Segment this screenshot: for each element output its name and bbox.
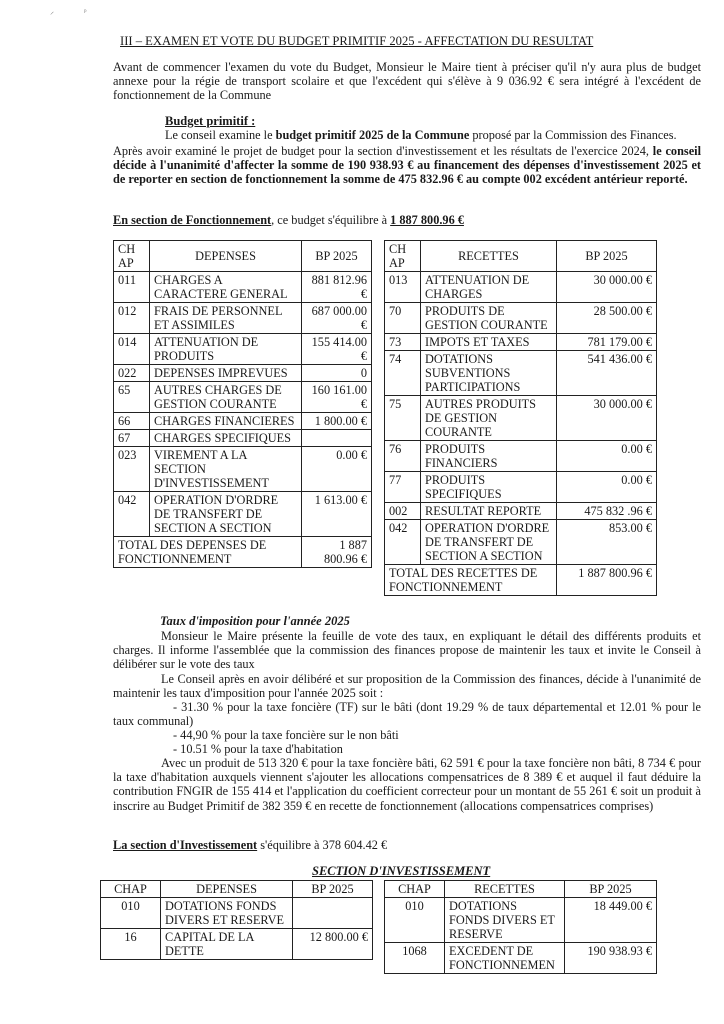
bp-cell: 881 812.96 € (302, 272, 372, 303)
taux-heading: Taux d'imposition pour l'année 2025 (160, 614, 350, 628)
total-row (114, 537, 372, 568)
fonct-line-a: En section de Fonctionnement (113, 213, 272, 227)
label-cell: DEPENSES IMPREVUES (150, 365, 302, 382)
col-header-bp: BP 2025 (293, 881, 373, 898)
fonctionnement-depenses-table (113, 240, 372, 568)
table-row (114, 272, 372, 303)
table-row (385, 272, 657, 303)
table-row (114, 303, 372, 334)
bp-p2-text-a: Après avoir examiné le projet de budget pour la section d'investissement et les résultats de l'exercice 2024, (113, 144, 653, 158)
chap-cell: 77 (385, 472, 421, 503)
table-header-row (101, 881, 373, 898)
bp-cell: 541 436.00 € (557, 351, 657, 396)
bp-cell: 0 (302, 365, 372, 382)
bp-p1-text-a: Le conseil examine le (165, 128, 276, 142)
label-cell: CHARGES SPECIFIQUES (150, 430, 302, 447)
chap-cell: 042 (385, 520, 421, 565)
label-cell: FRAIS DE PERSONNEL ET ASSIMILES (150, 303, 302, 334)
investissement-depenses-table (100, 880, 373, 960)
taux-paragraph-1: Monsieur le Maire présente la feuille de vote des taux, en expliquant le détail des différents produits et charges. Il informe l'assemblée que la commission des finances propose de maintenir les taux et invite le Conseil à délibérer sur le vote des taux (113, 629, 701, 672)
bp-cell: 0.00 € (302, 447, 372, 492)
bp-cell: 687 000.00 € (302, 303, 372, 334)
taux-bullet-2: - 44,90 % pour la taxe foncière sur le non bâti (173, 728, 399, 742)
table-row (114, 382, 372, 413)
col-header-chap: CHAP (385, 881, 445, 898)
table-row (114, 334, 372, 365)
table-row (385, 441, 657, 472)
table-header-row (385, 241, 657, 272)
chap-cell: 67 (114, 430, 150, 447)
label-cell: AUTRES PRODUITS DE GESTION COURANTE (421, 396, 557, 441)
label-cell: DOTATIONS FONDS DIVERS ET RESERVE (161, 898, 293, 929)
col-header-bp: BP 2025 (565, 881, 657, 898)
table-row (114, 447, 372, 492)
label-cell: OPERATION D'ORDRE DE TRANSFERT DE SECTION A SECTION (421, 520, 557, 565)
total-value: 1 887 800.96 € (302, 537, 372, 568)
investissement-recettes-table (384, 880, 657, 974)
taux-bullet-3: - 10.51 % pour la taxe d'habitation (173, 742, 343, 756)
fonct-line-c: 1 887 800.96 € (390, 213, 464, 227)
label-cell: DOTATIONS SUBVENTIONS PARTICIPATIONS (421, 351, 557, 396)
table-row (385, 396, 657, 441)
chap-cell: 010 (101, 898, 161, 929)
bp-cell (302, 430, 372, 447)
label-cell: ATTENUATION DE PRODUITS (150, 334, 302, 365)
bp-cell: 853.00 € (557, 520, 657, 565)
total-label: TOTAL DES RECETTES DE FONCTIONNEMENT (385, 565, 557, 596)
chap-cell: 002 (385, 503, 421, 520)
chap-cell: 012 (114, 303, 150, 334)
bp-cell: 0.00 € (557, 472, 657, 503)
chap-cell: 16 (101, 929, 161, 960)
budget-primitif-paragraph-2 (113, 144, 701, 187)
chap-cell: 010 (385, 898, 445, 943)
chap-cell: 014 (114, 334, 150, 365)
table-row (385, 303, 657, 334)
label-cell: ATTENUATION DE CHARGES (421, 272, 557, 303)
taux-paragraph-3: Avec un produit de 513 320 € pour la taxe foncière bâti, 62 591 € pour la taxe foncière non bâti, 8 734 € pour la taxe d'habitation auxquels viennent s'ajouter les allocations compensatrices de 8 389 € et auquel il faut déduire la contribution FNGIR de 155 414 et l'application du coefficient correcteur pour un montant de 55 261 € soit un produit à inscrire au Budget Primitif de 382 359 € en recette de fonctionnement (allocations compensatrices comprises) (113, 756, 701, 813)
bp-cell: 30 000.00 € (557, 396, 657, 441)
chap-cell: 73 (385, 334, 421, 351)
chap-cell: 65 (114, 382, 150, 413)
bp-p1-text-c: proposé par la Commission des Finances. (469, 128, 677, 142)
invest-line-b: s'équilibre à 378 604.42 € (257, 838, 388, 852)
chap-cell: 1068 (385, 943, 445, 974)
col-header-chap: CH AP (114, 241, 150, 272)
invest-line-a: La section d'Investissement (113, 838, 258, 852)
bp-cell: 781 179.00 € (557, 334, 657, 351)
bp-cell: 155 414.00 € (302, 334, 372, 365)
label-cell: IMPOTS ET TAXES (421, 334, 557, 351)
table-header-row (114, 241, 372, 272)
bp-cell: 0.00 € (557, 441, 657, 472)
label-cell: CHARGES FINANCIERES (150, 413, 302, 430)
chap-cell: 66 (114, 413, 150, 430)
bp-cell: 1 800.00 € (302, 413, 372, 430)
table-row (385, 943, 657, 974)
table-row (101, 929, 373, 960)
col-header-chap: CH AP (385, 241, 421, 272)
chap-cell: 74 (385, 351, 421, 396)
label-cell: AUTRES CHARGES DE GESTION COURANTE (150, 382, 302, 413)
bp-cell: 1 613.00 € (302, 492, 372, 537)
table-row (114, 365, 372, 382)
chap-cell: 023 (114, 447, 150, 492)
label-cell: DOTATIONS FONDS DIVERS ET RESERVE (445, 898, 565, 943)
col-header-depenses: DEPENSES (161, 881, 293, 898)
bp-cell: 475 832 .96 € (557, 503, 657, 520)
fonctionnement-recettes-table (384, 240, 657, 596)
chap-cell: 70 (385, 303, 421, 334)
budget-primitif-paragraph-1 (113, 128, 701, 142)
bp-cell: 160 161.00 € (302, 382, 372, 413)
chap-cell: 013 (385, 272, 421, 303)
budget-primitif-heading: Budget primitif : (165, 114, 256, 128)
table-header-row (385, 881, 657, 898)
chap-cell: 022 (114, 365, 150, 382)
bp-p2-text-b: le conseil décide à l'unanimité d'affecter la somme de 190 938.93 € au financement des dépenses d'investissement 2025 et de reporter en section de fonctionnement la somme de 475 832.96 € au compte 002 excédent antérieur reporté. (113, 144, 701, 187)
table-row (114, 430, 372, 447)
intro-paragraph: Avant de commencer l'examen du vote du Budget, Monsieur le Maire tient à préciser qu'il n'y aura plus de budget annexe pour la régie de transport scolaire et que l'excédent qui s'élève à 9 036.92 € sera intégré à l'excédent de fonctionnement de la Commune (113, 60, 701, 103)
table-row (385, 351, 657, 396)
bp-cell: 30 000.00 € (557, 272, 657, 303)
label-cell: EXCEDENT DE FONCTIONNEMEN (445, 943, 565, 974)
table-row (385, 472, 657, 503)
bp-cell: 12 800.00 € (293, 929, 373, 960)
label-cell: CHARGES A CARACTERE GENERAL (150, 272, 302, 303)
chap-cell: 011 (114, 272, 150, 303)
label-cell: PRODUITS FINANCIERS (421, 441, 557, 472)
table-row (385, 898, 657, 943)
fonct-line-b: , ce budget s'équilibre à (271, 213, 391, 227)
label-cell: PRODUITS SPECIFIQUES (421, 472, 557, 503)
label-cell: OPERATION D'ORDRE DE TRANSFERT DE SECTION A SECTION (150, 492, 302, 537)
col-header-depenses: DEPENSES (150, 241, 302, 272)
label-cell: RESULTAT REPORTE (421, 503, 557, 520)
page-title: III – EXAMEN ET VOTE DU BUDGET PRIMITIF 2025 - AFFECTATION DU RESULTAT (120, 34, 594, 48)
table-row (385, 503, 657, 520)
table-row (114, 413, 372, 430)
bp-cell: 28 500.00 € (557, 303, 657, 334)
scan-marks: ⸝ ᵖ (50, 7, 101, 16)
label-cell: PRODUITS DE GESTION COURANTE (421, 303, 557, 334)
chap-cell: 76 (385, 441, 421, 472)
investissement-section-title: SECTION D'INVESTISSEMENT (312, 864, 491, 878)
total-row (385, 565, 657, 596)
bp-cell (293, 898, 373, 929)
label-cell: VIREMENT A LA SECTION D'INVESTISSEMENT (150, 447, 302, 492)
fonctionnement-summary (113, 213, 464, 228)
bp-cell: 190 938.93 € (565, 943, 657, 974)
investissement-summary (113, 838, 387, 853)
bp-p1-text-b: budget primitif 2025 de la Commune (275, 128, 470, 142)
taux-paragraph-2: Le Conseil après en avoir délibéré et sur proposition de la Commission des finances, décide à l'unanimité de maintenir les taux d'imposition pour l'année 2025 soit : (113, 672, 701, 701)
bp-cell: 18 449.00 € (565, 898, 657, 943)
taux-bullet-1: - 31.30 % pour la taxe foncière (TF) sur le bâti (dont 19.29 % de taux départemental et 12.01 % pour le taux communal) (113, 700, 701, 729)
table-row (385, 334, 657, 351)
total-label: TOTAL DES DEPENSES DE FONCTIONNEMENT (114, 537, 302, 568)
col-header-recettes: RECETTES (445, 881, 565, 898)
col-header-recettes: RECETTES (421, 241, 557, 272)
table-row (101, 898, 373, 929)
table-row (385, 520, 657, 565)
chap-cell: 042 (114, 492, 150, 537)
chap-cell: 75 (385, 396, 421, 441)
col-header-chap: CHAP (101, 881, 161, 898)
col-header-bp: BP 2025 (557, 241, 657, 272)
col-header-bp: BP 2025 (302, 241, 372, 272)
total-value: 1 887 800.96 € (557, 565, 657, 596)
label-cell: CAPITAL DE LA DETTE (161, 929, 293, 960)
table-row (114, 492, 372, 537)
